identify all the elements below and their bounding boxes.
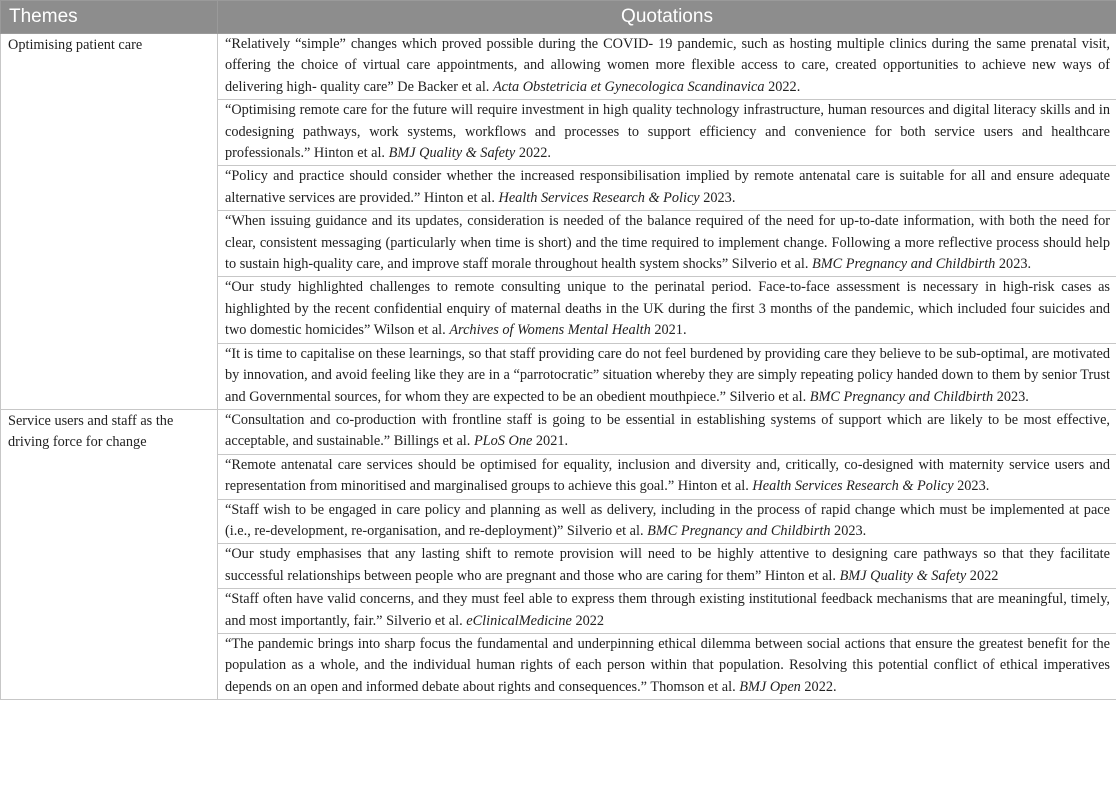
theme-cell: Optimising patient care xyxy=(1,34,218,410)
quote-year: 2023. xyxy=(703,189,736,206)
quote-text: “Staff wish to be engaged in care policy and planning as well as delivery, including in the process of rapid change which must be implemented at pace (i.e., re-development, re-organisation, and re-deployment)” Silverio et al. xyxy=(225,501,1110,539)
journal-name: BMC Pregnancy and Childbirth xyxy=(809,388,994,405)
quote-year: 2021. xyxy=(535,433,569,450)
quote-text: “Our study emphasises that any lasting shift to remote provision will need to be highly attentive to designing care pathways so that they facilitate successful relationships between people who are pregnant and those who are caring for them” Hinton et al. xyxy=(225,546,1110,584)
quote-year: 2022 xyxy=(575,612,605,629)
quote-text: “Our study highlighted challenges to remote consulting unique to the perinatal period. Face-to-face assessment is necessary in high-risk cases as highlighted by the recent confidential enquiry of maternal deaths in the UK during the first 3 months of the pandemic, which included four suicides and two domestic homicides” Wilson et al. xyxy=(225,279,1110,339)
journal-name: Health Services Research & Policy xyxy=(498,189,700,206)
journal-name: Archives of Womens Mental Health xyxy=(449,322,651,339)
quotation-cell xyxy=(218,100,1116,166)
quote-text: “Relatively “simple” changes which proved possible during the COVID- 19 pandemic, such as hosting multiple clinics during the same prenatal visit, offering the choice of virtual care appointments, and allowing women more flexible access to care, created opportunities to achieve new ways of delivering high- quality care” De Backer et al. xyxy=(225,36,1110,95)
quote-text: “Consultation and co-production with frontline staff is going to be essential in establishing systems of support which are likely to be most effective, acceptable, and sustainable.” Billings et al. xyxy=(225,411,1110,450)
journal-name: BMC Pregnancy and Childbirth xyxy=(811,256,996,273)
quote-text: “Optimising remote care for the future will require investment in high quality technology infrastructure, human resources and digital literacy skills and in codesigning pathways, work systems, workflows and processes to support efficiency and convenience for both service users and healthcare professionals.” Hinton et al. xyxy=(225,102,1110,162)
header-row xyxy=(1,1,1116,34)
quote-year: 2022. xyxy=(518,145,551,162)
quotation-cell xyxy=(218,633,1116,699)
quote-year: 2022. xyxy=(768,78,801,95)
quotation-cell xyxy=(218,34,1116,100)
journal-name: BMJ Quality & Safety xyxy=(839,567,967,584)
journal-name: PLoS One xyxy=(473,433,533,450)
quote-text: “Policy and practice should consider whether the increased responsibilisation implied by remote antenatal care is suitable for all and ensure adequate alternative services are provided.” Hinton et al. xyxy=(225,168,1110,206)
quote-year: 2022 xyxy=(969,567,999,584)
quotation-cell xyxy=(218,343,1116,409)
quotation-cell xyxy=(218,409,1116,454)
quotations-header: Quotations xyxy=(218,1,1116,34)
quote-text: “Staff often have valid concerns, and they must feel able to express them through existing institutional feedback mechanisms that are meaningful, timely, and most importantly, fair.” Silverio et al. xyxy=(225,591,1110,629)
quotation-cell xyxy=(218,166,1116,211)
quotation-cell xyxy=(218,454,1116,499)
quote-year: 2023. xyxy=(834,522,867,539)
quote-year: 2021. xyxy=(654,322,687,339)
journal-name: BMJ Open xyxy=(739,678,801,695)
quote-year: 2023. xyxy=(996,388,1029,405)
quotation-cell xyxy=(218,211,1116,277)
quote-text: “Remote antenatal care services should be optimised for equality, inclusion and diversity and, critically, co-designed with maternity service users and representation from minoritised and marginalised groups to achieve this goal.” Hinton et al. xyxy=(225,456,1110,495)
quote-year: 2022. xyxy=(804,678,837,695)
quote-text: “It is time to capitalise on these learnings, so that staff providing care do not feel burdened by providing care they believe to be sub-optimal, are motivated by innovation, and avoid feeling like they are in a “parrotocratic” situation whereby they are simply repeating policy handed down to them by senior Trust and Governmental sources, for whom they are expected to be an obedient mouthpiece.” Silverio et al. xyxy=(225,345,1110,405)
quotation-cell xyxy=(218,277,1116,343)
themes-header: Themes xyxy=(1,1,218,34)
journal-name: Health Services Research & Policy xyxy=(752,478,954,495)
quotation-cell xyxy=(218,589,1116,634)
quote-text: “The pandemic brings into sharp focus the fundamental and underpinning ethical dilemma between social actions that ensure the greatest benefit for the population as a whole, and the individual human rights of each person within that population. Resolving this potential conflict of ethical imperatives depends on an open and informed debate about rights and consequences.” Thomson et al. xyxy=(225,635,1110,695)
quote-text: “When issuing guidance and its updates, consideration is needed of the balance required of the need for up-to-date information, with both the need for clear, consistent messaging (particularly when time is short) and the time required to implement change. Following a more reflective process should help to sustain high-quality care, and improve staff morale throughout health system shocks” Silverio et al. xyxy=(225,213,1110,273)
journal-name: BMJ Quality & Safety xyxy=(388,145,516,162)
table-row xyxy=(1,409,1116,454)
quote-year: 2023. xyxy=(998,256,1032,273)
journal-name: Acta Obstetricia et Gynecologica Scandinavica xyxy=(492,78,765,95)
quotation-cell xyxy=(218,499,1116,544)
journal-name: eClinicalMedicine xyxy=(466,612,572,629)
theme-cell: Service users and staff as the driving force for change xyxy=(1,409,218,699)
table-row xyxy=(1,34,1116,100)
quotation-cell xyxy=(218,544,1116,589)
journal-name: BMC Pregnancy and Childbirth xyxy=(647,522,831,539)
quote-year: 2023. xyxy=(957,478,990,495)
